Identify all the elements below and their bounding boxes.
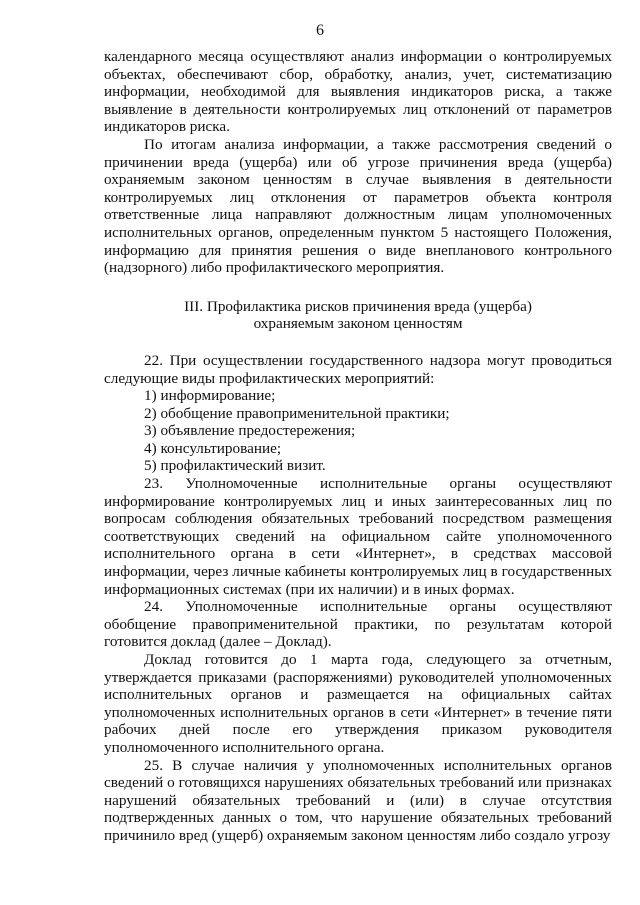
section-heading [104, 298, 612, 333]
list-item: 4) консультирование; [144, 439, 282, 457]
paragraph-23: 23. Уполномоченные исполнительные органы осуществляют информирование контролируемых лиц и иных заинтересованных лиц по вопросам соблюдения обязательных требований посредством размещения соответствующих сведений на официальном сайте уполномоченного исполнительного органа в сети «Интернет», в средствах массовой информации, через личные кабинеты контролируемых лиц в государственных информационных системах (при их наличии) и в иных формах. [104, 475, 612, 598]
paragraph-22-intro: 22. При осуществлении государственного надзора могут проводиться следующие виды профилактических мероприятий: [104, 351, 612, 387]
paragraph-24-report: Доклад готовится до 1 марта года, следующего за отчетным, утверждается приказами (распоряжениями) руководителей уполномоченных исполнительных органов и размещается на официальных сайтах уполномоченных исполнительных органов в сети «Интернет» в течение пяти рабочих дней после его утверждения приказом руководителя уполномоченного исполнительного органа. [104, 651, 612, 756]
paragraph-24: 24. Уполномоченные исполнительные органы осуществляют обобщение правоприменительной практики, по результатам которой готовится доклад (далее – Доклад). [104, 598, 612, 651]
section-heading-line1: III. Профилактика рисков причинения вреда (ущерба) [184, 297, 532, 315]
document-body [104, 48, 612, 845]
list-item: 1) информирование; [144, 387, 276, 405]
section-heading-line2: охраняемым законом ценностям [253, 315, 463, 333]
paragraph-analysis-results: По итогам анализа информации, а также рассмотрения сведений о причинении вреда (ущерба) или об угрозе причинения вреда (ущерба) охраняемым законом ценностям в случае выявления в деятельности контролируемых лиц отклонения от параметров объекта контроля ответственные лица направляют должностным лицам уполномоченных исполнительных органов, определенным пунктом 5 настоящего Положения, информацию для принятия решения о виде внепланового контрольного (надзорного) либо профилактического мероприятия. [104, 135, 612, 277]
list-item: 5) профилактический визит. [144, 457, 326, 475]
page-number: 6 [316, 22, 324, 39]
list-item: 3) объявление предостережения; [144, 422, 356, 440]
paragraph-25: 25. В случае наличия у уполномоченных исполнительных органов сведений о готовящихся нарушениях обязательных требований или признаках нарушений обязательных требований и (или) в случае отсутствия подтвержденных данных о том, что нарушение обязательных требований причинило вред (ущерб) охраняемым законом ценностям либо создало угрозу [104, 756, 612, 844]
paragraph-continued: календарного месяца осуществляют анализ информации о контролируемых объектах, обеспечивают сбор, обработку, анализ, учет, систематизацию информации, необходимой для выявления индикаторов риска, а также выявление в деятельности контролируемых лиц отклонений от параметров индикаторов риска. [104, 48, 612, 136]
list-item: 2) обобщение правоприменительной практики; [144, 404, 450, 422]
